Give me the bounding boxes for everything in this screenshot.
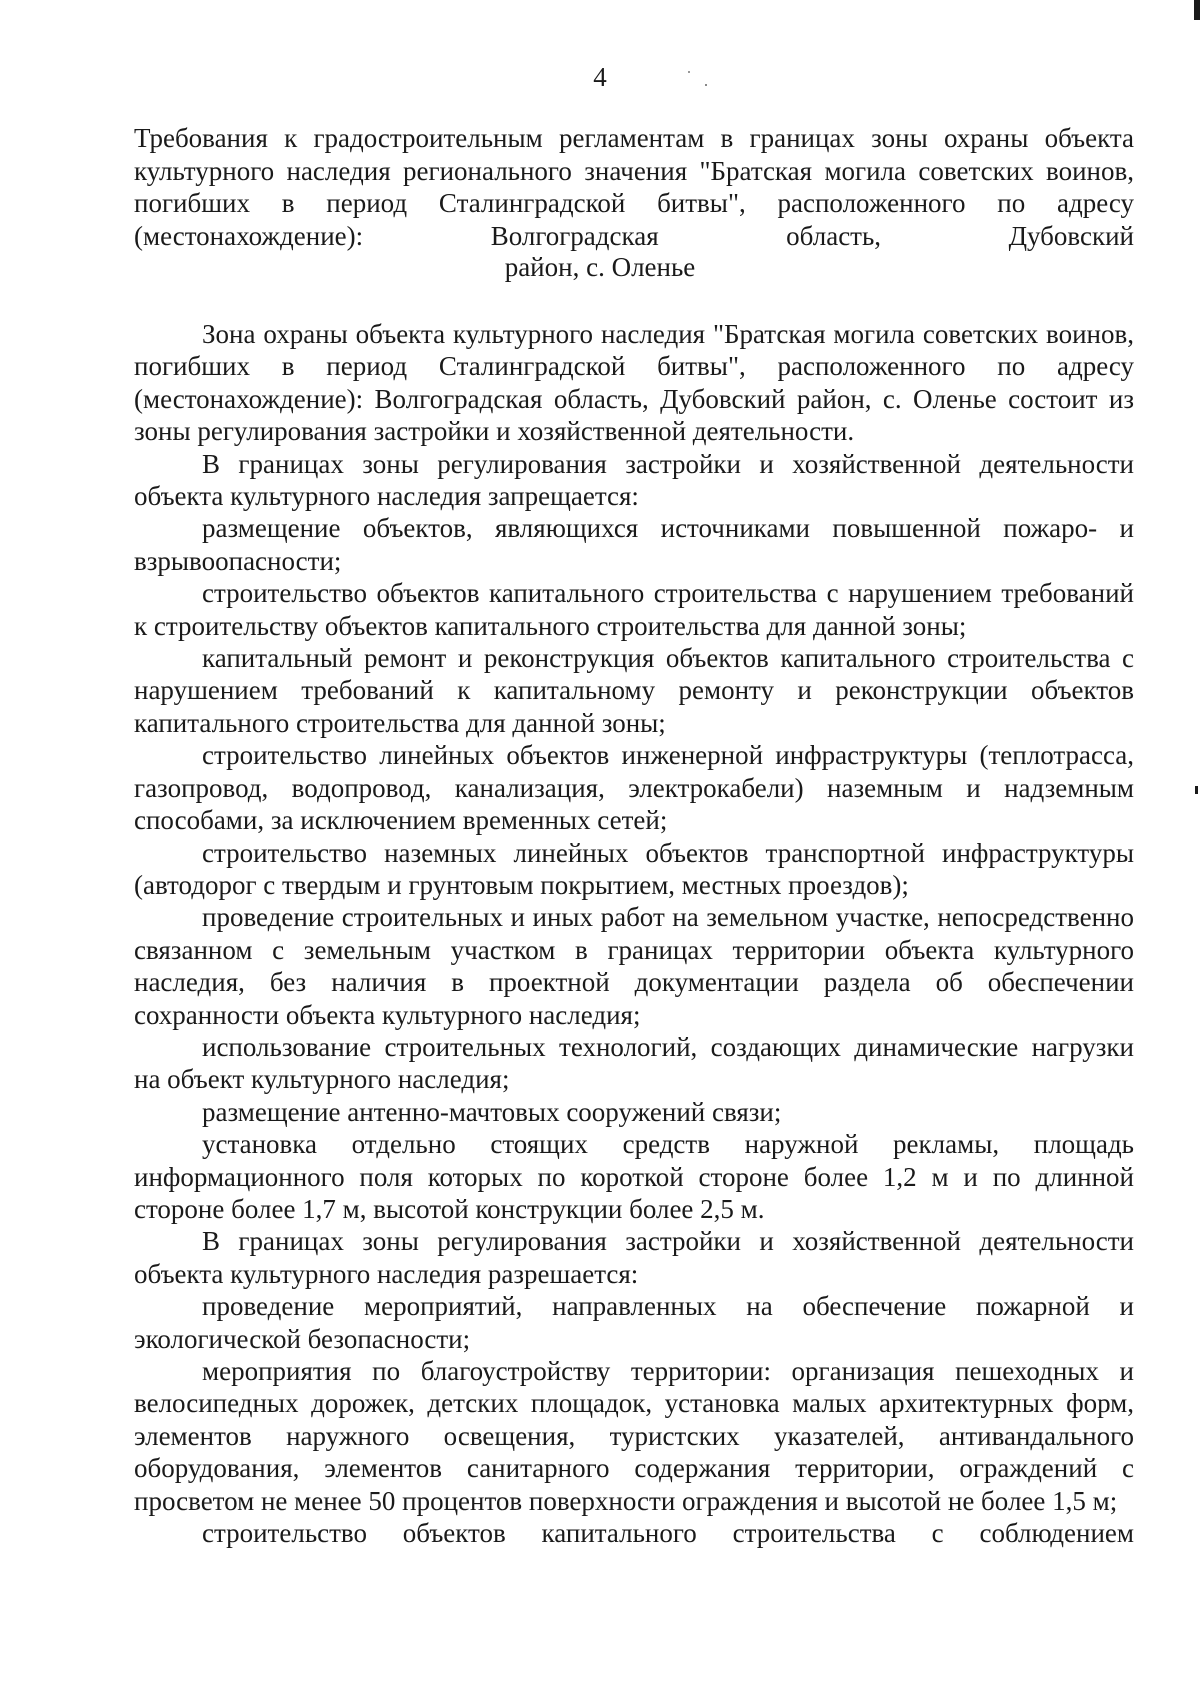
paragraph: Зона охраны объекта культурного наследия "Братская могила советских воинов, погибших в период Сталинградской битвы", расположенного по адресу (местонахождение): Волгоградская область, Дубовский район, с. Оленье состоит из зоны регулирования застройки и хозяйственной деятельности. <box>134 319 1134 447</box>
paragraph: размещение антенно-мачтовых сооружений связи; <box>202 1096 782 1127</box>
paragraph: строительство объектов капитального строительства с соблюдением <box>202 1518 1134 1549</box>
paragraph: мероприятия по благоустройству территории: организация пешеходных и велосипедных дорожек, детских площадок, установка малых архитектурных форм, элементов наружного освещения, туристских указателей, антивандального оборудования, элементов санитарного содержания территории, ограждений с просветом не менее 50 процентов поверхности ограждения и высотой не более 1,5 м; <box>134 1356 1134 1516</box>
document-title-last-line: район, с. Оленье <box>504 252 696 282</box>
page-number: 4 <box>593 62 607 92</box>
document-body <box>134 318 1134 1549</box>
paragraph: строительство объектов капитального строительства с нарушением требований к строительству объектов капитального строительства для данной зоны; <box>134 578 1134 641</box>
paragraph: строительство линейных объектов инженерной инфраструктуры (теплотрасса, газопровод, водопровод, канализация, электрокабели) наземным и надземным способами, за исключением временных сетей; <box>134 740 1134 836</box>
paragraph: установка отдельно стоящих средств наружной рекламы, площадь информационного поля которых по короткой стороне более 1,2 м и по длинной стороне более 1,7 м, высотой конструкции более 2,5 м. <box>134 1129 1134 1224</box>
paragraph: строительство наземных линейных объектов транспортной инфраструктуры (автодорог с твердым и грунтовым покрытием, местных проездов); <box>134 837 1134 900</box>
paragraph: проведение строительных и иных работ на земельном участке, непосредственно связанном с земельным участком в границах территории объекта культурного наследия, без наличия в проектной документации раздела об обеспечении сохранности объекта культурного наследия; <box>134 902 1134 1030</box>
paragraph: проведение мероприятий, направленных на обеспечение пожарной и экологической безопасности; <box>134 1291 1134 1354</box>
scan-edge-mark <box>1194 0 1200 20</box>
document-title: Требования к градостроительным регламентам в границах зоны охраны объекта культурного наследия регионального значения "Братская могила советских воинов, погибших в период Сталинградской битвы", расположенного по адресу (местонахождение): Волгоградская область, Дубовский <box>134 123 1134 251</box>
paragraph: В границах зоны регулирования застройки и хозяйственной деятельности объекта культурного наследия разрешается: <box>134 1226 1134 1289</box>
paragraph: размещение объектов, являющихся источниками повышенной пожаро- и взрывоопасности; <box>134 513 1134 576</box>
scan-edge-mark <box>1195 786 1198 794</box>
paragraph: использование строительных технологий, создающих динамические нагрузки на объект культурного наследия; <box>134 1031 1134 1095</box>
paragraph: В границах зоны регулирования застройки и хозяйственной деятельности объекта культурного наследия запрещается: <box>134 448 1134 512</box>
paragraph: капитальный ремонт и реконструкция объектов капитального строительства с нарушением требований к капитальному ремонту и реконструкции объектов капитального строительства для данной зоны; <box>134 643 1134 738</box>
